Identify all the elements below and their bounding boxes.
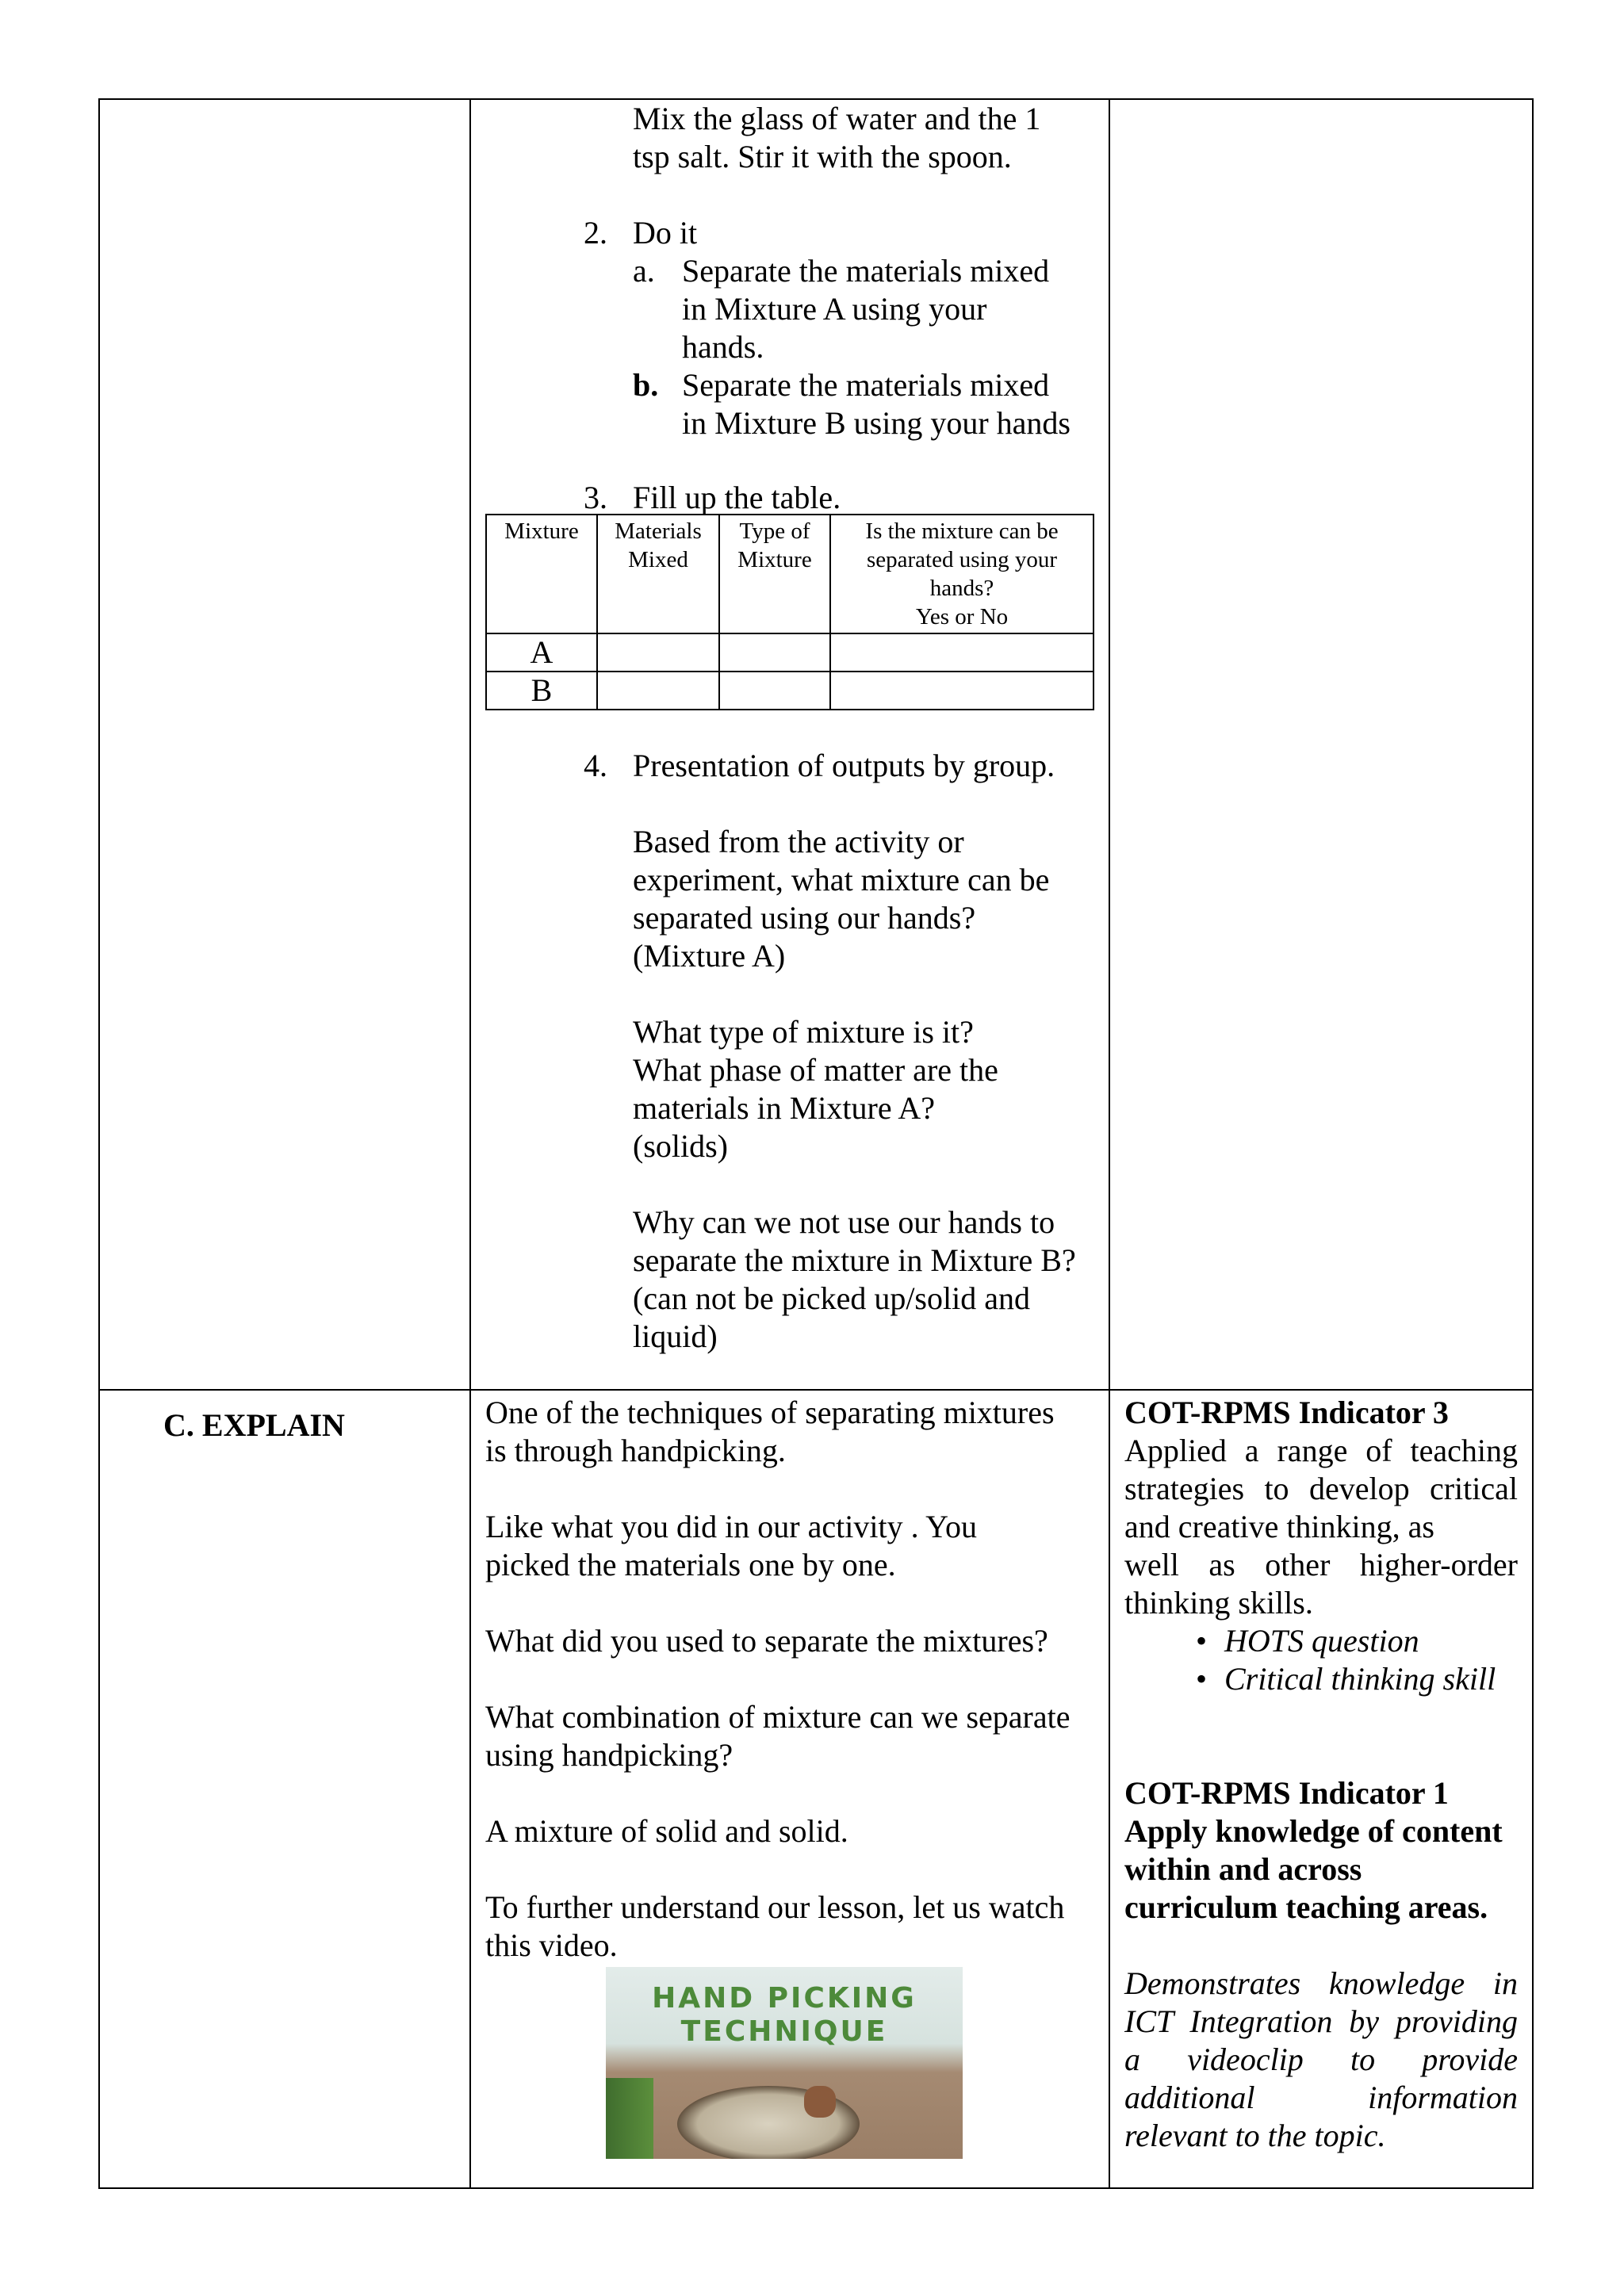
step-2-number: 2. [584,215,607,251]
indicator-3-line-5: thinking skills. [1124,1585,1313,1621]
step-2a-line-1: Separate the materials mixed [682,253,1050,289]
question-2-line-1: What type of mixture is it? [633,1014,974,1050]
header-materials-line-2: Mixed [628,547,688,572]
step-3-number: 3. [584,480,607,515]
indicator-1-desc-line-2: ICT Integration by providing [1124,2003,1518,2039]
indicator-3-line-1: Applied a range of teaching [1124,1433,1518,1468]
explain-p4-line-1: What combination of mixture can we separate [485,1699,1071,1735]
explain-p2-line-2: picked the materials one by one. [485,1547,896,1582]
indicator-3-line-2: strategies to develop critical [1124,1471,1518,1506]
header-separable-line-4: Yes or No [915,604,1009,629]
step-2b-marker: b. [633,367,659,403]
question-3-line-4: liquid) [633,1318,718,1354]
header-type-line-2: Mixture [737,547,812,572]
step-2b-line-2: in Mixture B using your hands [682,405,1071,441]
table-cell [597,633,719,672]
step-2a-line-3: hands. [682,329,764,365]
question-1-line-4: (Mixture A) [633,938,786,974]
explain-p3-line-1: What did you used to separate the mixtures? [485,1623,1048,1659]
explain-p2-line-1: Like what you did in our activity . You [485,1509,977,1544]
column-divider-2 [1109,98,1110,2189]
step-4-number: 4. [584,748,607,783]
question-3-line-2: separate the mixture in Mixture B? [633,1242,1076,1278]
video-title-line-2: TECHNIQUE [680,2015,888,2048]
explain-p4-line-2: using handpicking? [485,1737,733,1773]
header-type-line-1: Type of [739,519,810,544]
step-3-label: Fill up the table. [633,480,841,515]
bullet-icon: • [1196,1623,1208,1659]
indicator-3-bullet-1: HOTS question [1224,1623,1419,1659]
indicator-1-desc-line-4: additional information [1124,2080,1518,2115]
header-materials-line-1: Materials [615,519,702,544]
fill-up-table-header-row [486,515,1094,633]
explain-p1-line-2: is through handpicking. [485,1433,786,1468]
indicator-3-bullet-2: Critical thinking skill [1224,1661,1496,1697]
step-4-label: Presentation of outputs by group. [633,748,1055,783]
header-separable-line-1: Is the mixture can be [865,519,1059,544]
section-label-explain: C. EXPLAIN [163,1407,345,1443]
question-1-line-1: Based from the activity or [633,824,964,859]
indicator-1-line-3: curriculum teaching areas. [1124,1889,1488,1925]
table-cell [719,633,830,672]
hand-image [804,2086,836,2118]
table-cell [830,633,1094,672]
indicator-1-line-1: Apply knowledge of content [1124,1813,1503,1849]
step-2a-marker: a. [633,253,655,289]
indicator-1-desc-line-3: a videoclip to provide [1124,2042,1518,2077]
question-2-line-2: What phase of matter are the [633,1052,998,1088]
explain-p6-line-1: To further understand our lesson, let us watch [485,1889,1065,1925]
indicator-1-line-2: within and across [1124,1851,1362,1887]
indicator-3-line-3: and creative thinking, as [1124,1509,1434,1544]
indicator-3-title: COT-RPMS Indicator 3 [1124,1395,1449,1430]
table-cell-mixture: A [486,633,597,672]
question-1-line-2: experiment, what mixture can be [633,862,1050,897]
column-divider-1 [469,98,471,2189]
plant-decoration [606,2078,653,2159]
step-2b-line-1: Separate the materials mixed [682,367,1050,403]
header-mixture [486,515,597,633]
fill-up-table [485,514,1094,710]
indicator-3-line-4: well as other higher-order [1124,1547,1518,1582]
table-cell [719,672,830,710]
row-divider [98,1389,1534,1391]
table-row [486,672,1094,710]
question-3-line-3: (can not be picked up/solid and [633,1280,1030,1316]
header-separable-by-hands [830,515,1094,633]
question-3-line-1: Why can we not use our hands to [633,1204,1055,1240]
intro-line-2: tsp salt. Stir it with the spoon. [633,139,1012,174]
indicator-1-title: COT-RPMS Indicator 1 [1124,1775,1449,1811]
header-type-of-mixture [719,515,830,633]
bullet-icon: • [1196,1661,1208,1697]
table-cell [830,672,1094,710]
intro-line-1: Mix the glass of water and the 1 [633,101,1041,136]
table-cell-mixture: B [486,672,597,710]
explain-p1-line-1: One of the techniques of separating mixtures [485,1395,1055,1430]
step-2-label: Do it [633,215,698,251]
question-1-line-3: separated using our hands? [633,900,976,936]
question-2-line-4: (solids) [633,1128,728,1164]
video-title-line-1: HAND PICKING [652,1982,917,2015]
header-separable-line-3: hands? [929,576,994,601]
table-cell [597,672,719,710]
indicator-1-desc-line-5: relevant to the topic. [1124,2118,1386,2153]
header-materials-mixed [597,515,719,633]
step-2a-line-2: in Mixture A using your [682,291,987,327]
hand-picking-video-thumbnail[interactable] [606,1967,963,2159]
table-row [486,633,1094,672]
header-mixture-line: Mixture [504,519,579,544]
indicator-1-desc-line-1: Demonstrates knowledge in [1124,1965,1518,2001]
header-separable-line-2: separated using your [867,547,1057,572]
explain-p5-line-1: A mixture of solid and solid. [485,1813,848,1849]
question-2-line-3: materials in Mixture A? [633,1090,936,1126]
explain-p6-line-2: this video. [485,1927,618,1963]
